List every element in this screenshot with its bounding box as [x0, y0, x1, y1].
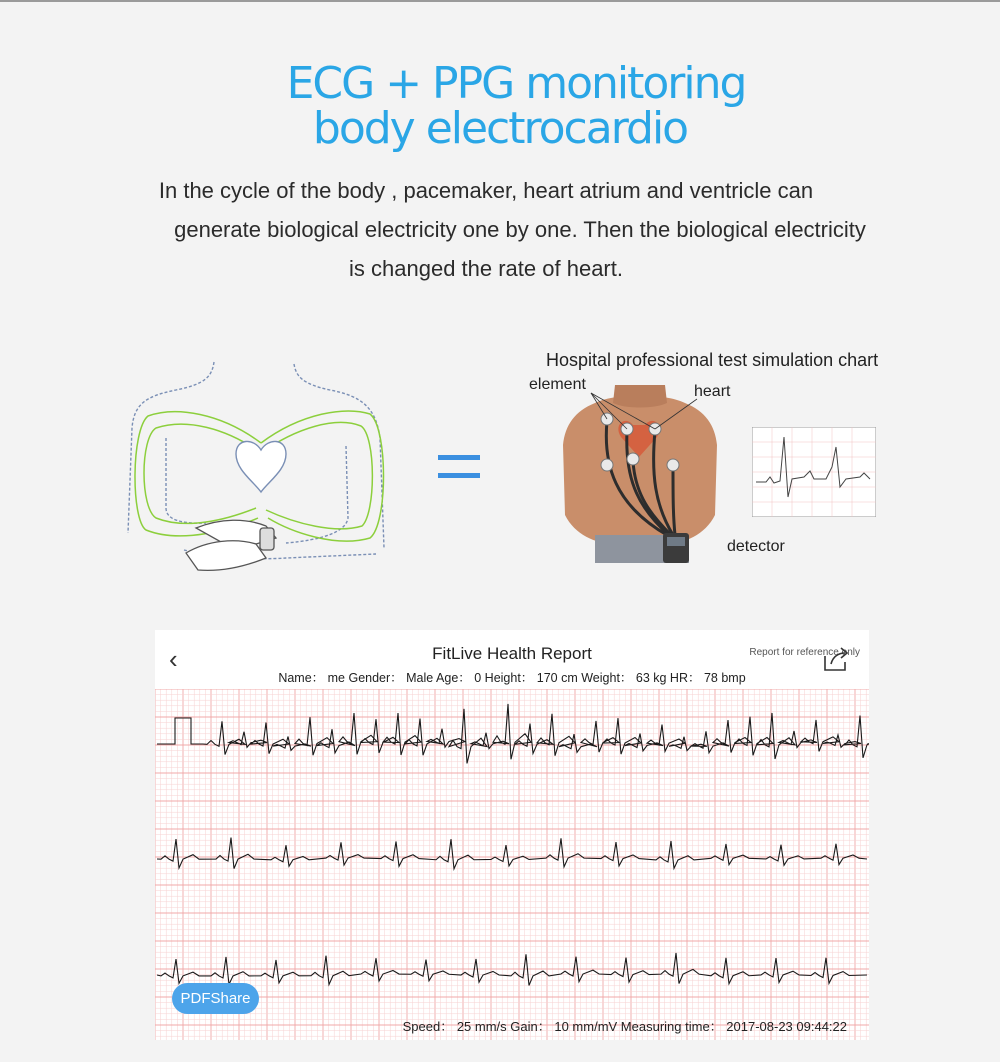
body-circulation-sketch — [126, 358, 396, 583]
report-footer-info: Speed： 25 mm/s Gain： 10 mm/mV Measuring time： 2017-08-23 09:44:22 — [402, 1019, 847, 1034]
report-title: FitLive Health Report — [432, 644, 592, 663]
patient-info-line: Name： me Gender： Male Age： 0 Height： 170 cm Weight： 63 kg HR： 78 bmp — [278, 671, 746, 685]
label-element: element — [529, 376, 586, 393]
description-line-1: In the cycle of the body , pacemaker, heart atrium and ventricle can — [158, 178, 814, 203]
ecg-waveform-grid — [155, 689, 869, 1040]
headline-line-1: ECG + PPG monitoring — [286, 58, 746, 109]
pdf-share-button[interactable]: PDFShare — [172, 983, 259, 1014]
report-header — [155, 630, 869, 689]
top-divider — [0, 0, 1000, 2]
equals-sign-icon — [438, 452, 480, 482]
torso-electrode-image — [555, 385, 725, 563]
health-report-panel — [155, 630, 869, 1040]
hospital-test-title: Hospital professional test simulation chart — [546, 350, 879, 370]
label-detector: detector — [727, 538, 785, 555]
report-reference-note: Report for reference only — [749, 647, 860, 658]
label-heart: heart — [694, 383, 731, 400]
description-line-2: generate biological electricity one by one. Then the biological electricity — [174, 217, 866, 242]
description-line-3: is changed the rate of heart. — [349, 256, 623, 281]
headline-line-2: body electrocardio — [312, 103, 688, 154]
chevron-left-icon[interactable]: ‹ — [169, 644, 178, 674]
ecg-chart-thumbnail — [752, 427, 876, 517]
